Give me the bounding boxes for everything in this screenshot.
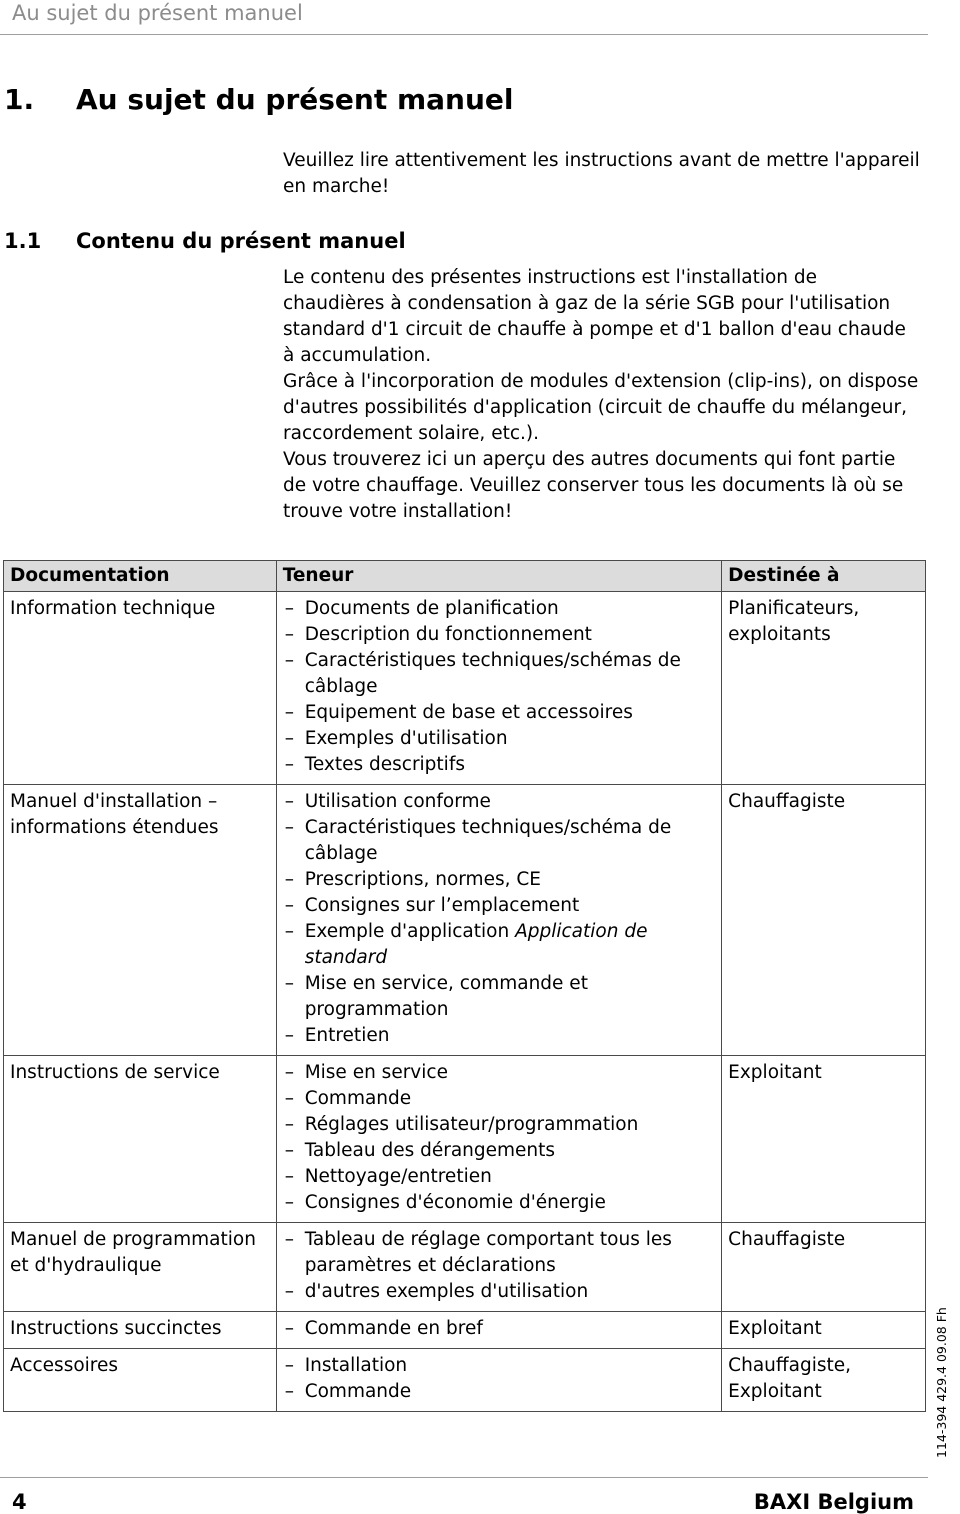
doc-cell: Information technique (4, 592, 277, 785)
intro-paragraph (283, 148, 923, 200)
section-title: Au sujet du présent manuel (76, 83, 514, 116)
doc-cell: Manuel de programmation et d'hydraulique (4, 1223, 277, 1312)
list-item: – Commande (283, 1379, 715, 1405)
content-list (283, 789, 715, 1049)
table-row (4, 1056, 926, 1223)
content-paragraph-1: Le contenu des présentes instructions est l'installation de chaudières à condensation à gaz de la série SGB pour l'utilisation standard d'1 circuit de chauffe à pompe et d'1 ballon d'eau chaude à accumulation. (283, 267, 906, 366)
table-row (4, 785, 926, 1056)
content-cell (276, 592, 721, 785)
list-item: – Utilisation conforme (283, 789, 715, 815)
target-cell: Exploitant (722, 1056, 926, 1223)
list-item: – Installation (283, 1353, 715, 1379)
list-item: – Exemples d'utilisation (283, 726, 715, 752)
list-item-italic: Application de standard (304, 921, 648, 968)
table-row (4, 1223, 926, 1312)
running-header: Au sujet du présent manuel (12, 1, 303, 25)
content-cell (276, 1056, 721, 1223)
target-cell: Exploitant (722, 1312, 926, 1349)
content-paragraph-2: Grâce à l'incorporation de modules d'extension (clip-ins), on dispose d'autres possibilités d'application (circuit de chauffe du mélangeur, raccordement solaire, etc.). (283, 371, 919, 444)
doc-cell: Instructions de service (4, 1056, 277, 1223)
table-row (4, 1312, 926, 1349)
list-item: – Nettoyage/entretien (283, 1164, 715, 1190)
target-cell: Chauffagiste (722, 785, 926, 1056)
list-item: – Caractéristiques techniques/schémas de câblage (283, 648, 715, 700)
intro-text: Veuillez lire attentivement les instructions avant de mettre l'appareil en marche! (283, 150, 920, 197)
content-cell (276, 1223, 721, 1312)
company-name: BAXI Belgium (753, 1490, 914, 1514)
content-list (283, 1316, 715, 1342)
content-list (283, 596, 715, 778)
list-item: – d'autres exemples d'utilisation (283, 1279, 715, 1305)
list-item: – Prescriptions, normes, CE (283, 867, 715, 893)
doc-cell: Accessoires (4, 1349, 277, 1412)
list-item: – Description du fonctionnement (283, 622, 715, 648)
content-list (283, 1060, 715, 1216)
content-list (283, 1227, 715, 1305)
column-header-teneur: Teneur (276, 561, 721, 592)
doc-cell: Instructions succinctes (4, 1312, 277, 1349)
list-item: – Equipement de base et accessoires (283, 700, 715, 726)
list-item: – Tableau des dérangements (283, 1138, 715, 1164)
list-item: – Textes descriptifs (283, 752, 715, 778)
page-number: 4 (12, 1490, 27, 1514)
content-cell (276, 785, 721, 1056)
content-block (283, 265, 923, 525)
subsection-title: Contenu du présent manuel (76, 229, 406, 253)
list-item: – Mise en service, commande et programmation (283, 971, 715, 1023)
list-item: – Mise en service (283, 1060, 715, 1086)
list-item: – Entretien (283, 1023, 715, 1049)
content-list (283, 1353, 715, 1405)
table-row (4, 1349, 926, 1412)
target-cell: Planificateurs, exploitants (722, 592, 926, 785)
list-item: – Caractéristiques techniques/schéma de câblage (283, 815, 715, 867)
header-rule (0, 34, 928, 35)
content-cell (276, 1312, 721, 1349)
content-cell (276, 1349, 721, 1412)
column-header-destinee: Destinée à (722, 561, 926, 592)
list-item: – Consignes d'économie d'énergie (283, 1190, 715, 1216)
table-header-row (4, 561, 926, 592)
column-header-documentation: Documentation (4, 561, 277, 592)
doc-cell: Manuel d'installation – informations étendues (4, 785, 277, 1056)
list-item (283, 919, 715, 971)
target-cell: Chauffagiste (722, 1223, 926, 1312)
list-item: – Documents de planification (283, 596, 715, 622)
footer-rule (0, 1477, 928, 1478)
section-number: 1. (4, 83, 35, 116)
document-code: 114-394 429.4 09.08 Fh (934, 1307, 949, 1458)
list-item-text: Exemple d'application (304, 921, 510, 942)
subsection-number: 1.1 (4, 229, 42, 253)
list-item: – Réglages utilisateur/programmation (283, 1112, 715, 1138)
documentation-table (3, 560, 926, 1412)
list-item: – Commande en bref (283, 1316, 715, 1342)
target-cell: Chauffagiste, Exploitant (722, 1349, 926, 1412)
list-item: – Commande (283, 1086, 715, 1112)
content-paragraph-3: Vous trouverez ici un aperçu des autres documents qui font partie de votre chauffage. Veuillez conserver tous les documents là où se trouve votre installation! (283, 449, 904, 522)
list-item: – Tableau de réglage comportant tous les paramètres et déclarations (283, 1227, 715, 1279)
list-item: – Consignes sur l’emplacement (283, 893, 715, 919)
table-row (4, 592, 926, 785)
